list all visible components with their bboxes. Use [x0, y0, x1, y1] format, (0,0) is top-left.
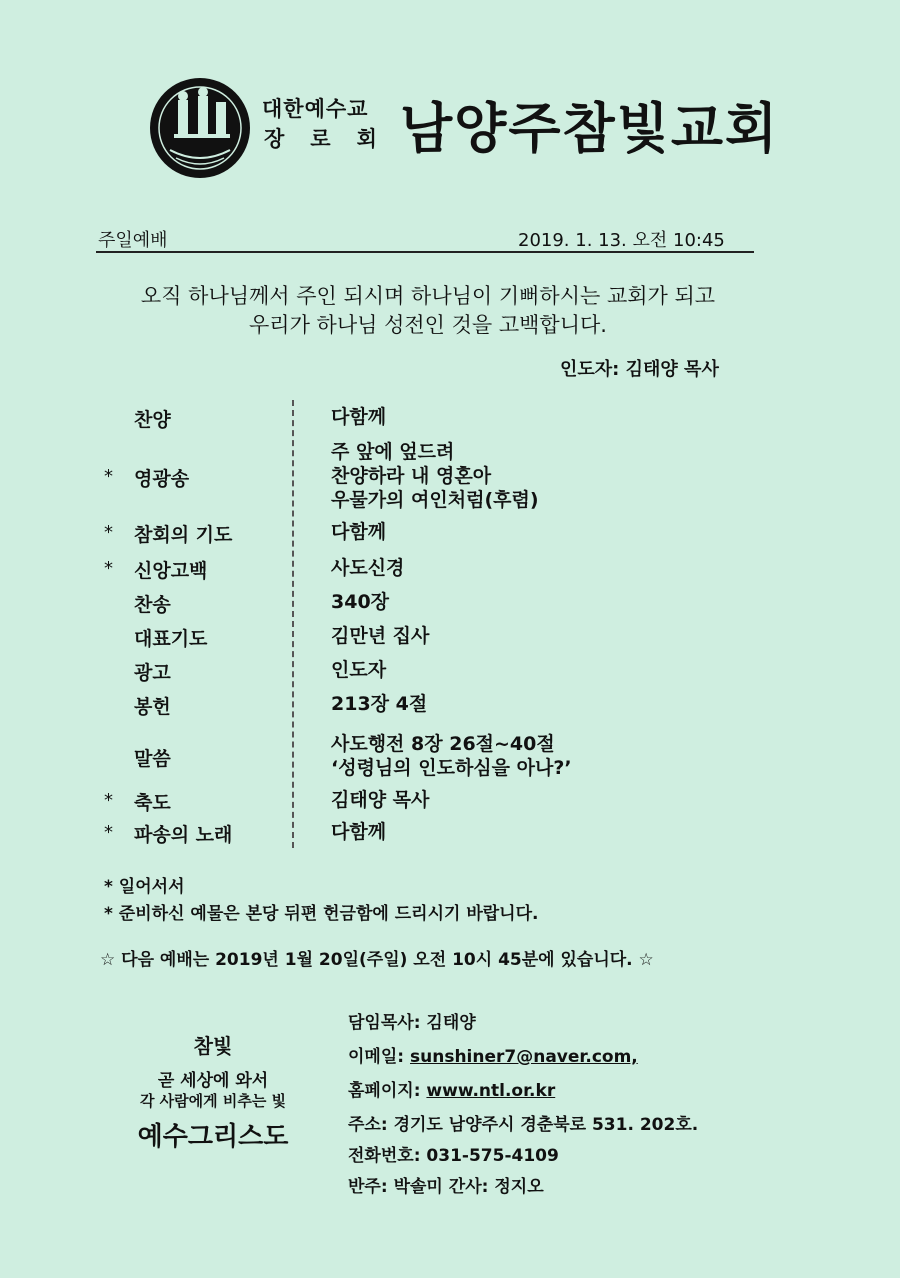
pastor-name: 김태양: [426, 1013, 476, 1033]
order-divider: [292, 400, 294, 848]
order-item-detail: ‘성령님의 인도하심을 아나?’: [331, 757, 572, 779]
church-logo-seal: [148, 76, 252, 180]
note-offering: * 준비하신 예물은 본당 뒤편 헌금함에 드리시기 바랍니다.: [104, 904, 539, 924]
order-item-detail: 찬양하라 내 영혼아: [331, 465, 492, 487]
service-type: 주일예배: [98, 230, 168, 251]
service-date: 2019. 1. 13. 오전 10:45: [518, 230, 725, 251]
order-item-name: 대표기도: [134, 628, 208, 650]
email-label: 이메일:: [348, 1047, 405, 1067]
order-item-detail: 김만년 집사: [331, 625, 430, 647]
order-item-detail: 다함께: [331, 821, 387, 843]
motto-line2: 우리가 하나님 성전인 것을 고백합니다.: [249, 313, 607, 337]
motto: [96, 282, 760, 340]
phone-label: 전화번호:: [348, 1146, 421, 1166]
calligraphy-line1: 참빛: [193, 1034, 233, 1058]
denomination-line2: 장로회: [264, 126, 403, 151]
standing-mark: *: [104, 822, 113, 843]
contact-email: [348, 1042, 638, 1067]
denomination-line1: 대한예수교: [262, 96, 369, 121]
calligraphy-verse: [128, 1030, 298, 1170]
order-item-detail: 사도신경: [331, 557, 405, 579]
order-item-detail: 김태양 목사: [331, 789, 430, 811]
accompanist-name: 박솔미: [393, 1177, 443, 1197]
standing-mark: *: [104, 522, 113, 543]
order-item-name: 광고: [134, 662, 171, 684]
order-item-name: 참회의 기도: [134, 524, 233, 546]
worship-leader: 인도자: 김태양 목사: [560, 359, 719, 380]
order-item-name: 말씀: [134, 748, 171, 770]
contact-homepage: [348, 1076, 555, 1101]
phone-value: 031-575-4109: [426, 1146, 559, 1166]
secretary-label: 간사:: [448, 1177, 489, 1197]
standing-mark: *: [104, 558, 113, 579]
motto-line1: 오직 하나님께서 주인 되시며 하나님이 기뻐하시는 교회가 되고: [140, 284, 716, 308]
address-label: 주소:: [348, 1115, 388, 1135]
order-item-detail: 다함께: [331, 521, 387, 543]
order-item-name: 찬양: [134, 409, 171, 431]
email-link[interactable]: sunshiner7@naver.com,: [410, 1047, 638, 1067]
order-item-name: 영광송: [134, 468, 190, 490]
denomination: [262, 96, 403, 158]
order-item-detail: 주 앞에 엎드려: [331, 441, 455, 463]
standing-mark: *: [104, 466, 113, 487]
contact-pastor: [348, 1008, 476, 1033]
order-item-name: 찬송: [134, 594, 171, 616]
note-standing: * 일어서서: [104, 877, 185, 897]
order-item-name: 파송의 노래: [134, 824, 233, 846]
contact-phone: [348, 1141, 559, 1166]
order-item-detail: 213장 4절: [331, 693, 428, 715]
calligraphy-line4: 예수그리스도: [137, 1122, 289, 1152]
order-item-name: 신앙고백: [134, 560, 208, 582]
order-item-name: 축도: [134, 792, 171, 814]
address-value: 경기도 남양주시 경춘북로 531. 202호.: [393, 1115, 699, 1135]
pastor-label: 담임목사:: [348, 1013, 421, 1033]
contact-staff: [348, 1172, 544, 1197]
secretary-name: 정지오: [494, 1177, 544, 1197]
order-item-name: 봉헌: [134, 696, 171, 718]
accompanist-label: 반주:: [348, 1177, 388, 1197]
church-name: 남양주참빛교회: [400, 96, 780, 160]
homepage-label: 홈페이지:: [348, 1081, 421, 1101]
contact-address: [348, 1110, 698, 1135]
homepage-link[interactable]: www.ntl.or.kr: [426, 1081, 556, 1101]
standing-mark: *: [104, 790, 113, 811]
order-item-detail: 우물가의 여인처럼(후렴): [331, 489, 539, 511]
calligraphy-line2: 곧 세상에 와서: [157, 1071, 269, 1091]
order-item-detail: 인도자: [331, 659, 387, 681]
next-service-notice: ☆ 다음 예배는 2019년 1월 20일(주일) 오전 10시 45분에 있습니다. ☆: [100, 950, 654, 970]
calligraphy-line3: 각 사람에게 비추는 빛: [139, 1092, 287, 1110]
order-item-detail: 사도행전 8장 26절~40절: [331, 733, 555, 755]
order-item-detail: 다함께: [331, 406, 387, 428]
order-item-detail: 340장: [331, 591, 390, 613]
header-rule: [96, 251, 754, 253]
